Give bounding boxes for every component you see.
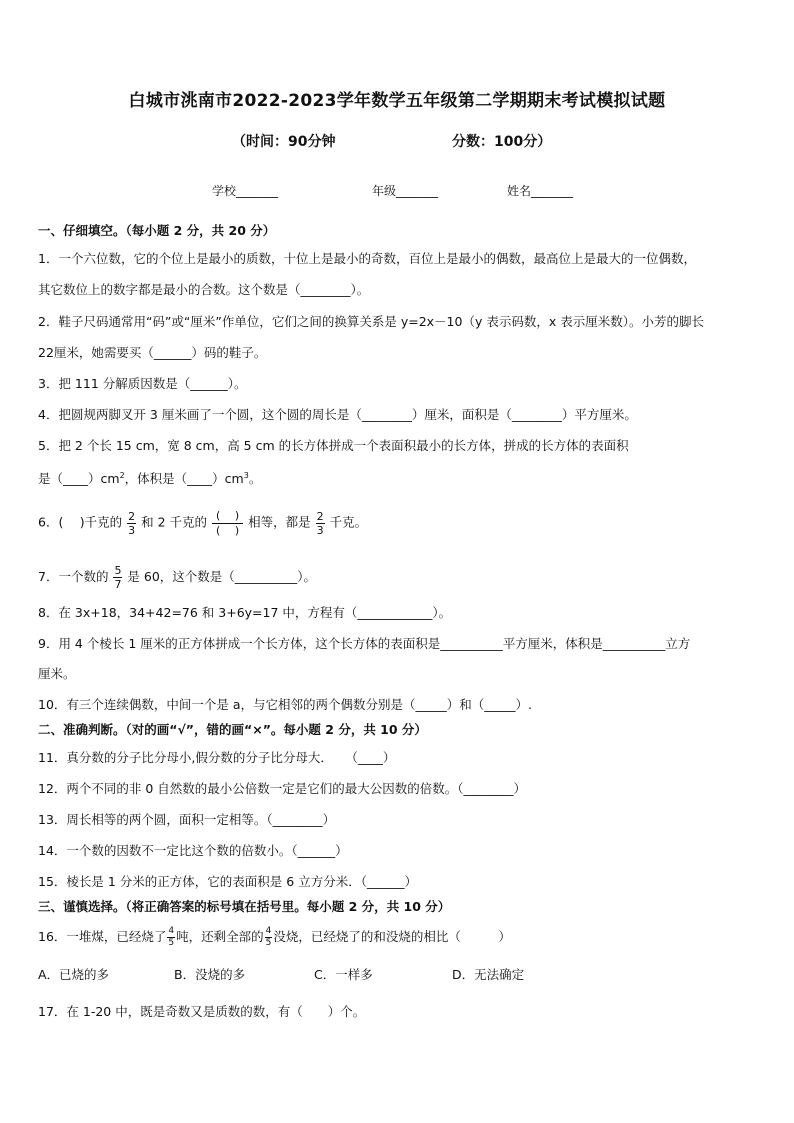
question-5-line-2 [38,467,261,488]
question-10: 10．有三个连续偶数，中间一个是 a，与它相邻的两个偶数分别是（_____）和（_____）. [38,697,533,712]
fraction-denominator: 5 [168,938,175,948]
fraction-four-fifths [265,927,273,948]
question-14: 14．一个数的因数不一定比这个数的倍数小。（______） [38,843,348,858]
fraction-denominator: 7 [114,578,122,591]
question-8: 8．在 3x+18，34+42=76 和 3+6y=17 中，方程有（____________）。 [38,605,452,620]
question-16-text-a: 16．一堆煤，已经烧了 [38,929,167,944]
fraction-two-thirds [316,511,325,536]
question-9-line-1: 9．用 4 个棱长 1 厘米的正方体拼成一个长方体，这个长方体的表面积是__________平方厘米，体积是__________立方 [38,636,691,651]
question-6 [38,510,367,536]
fraction-five-sevenths [113,565,122,590]
fraction-numerator: 2 [316,509,324,523]
question-6-text-d: 千克。 [329,514,368,530]
fraction-numerator: 4 [168,926,175,936]
question-7-text-b: 是 60，这个数是（__________）。 [127,569,317,584]
name-field: 姓名_______ [507,184,574,198]
question-3: 3．把 111 分解质因数是（______）。 [38,376,247,391]
question-5-text-a: 是（____）cm [38,471,120,487]
fraction-two-thirds [127,511,136,536]
fraction-numerator: 4 [265,926,272,936]
question-5-line-1: 5．把 2 个长 15 cm，宽 8 cm，高 5 cm 的长方体拼成一个表面积最小的长方体，拼成的长方体的表面积 [38,438,629,453]
question-2-line-1: 2．鞋子尺码通常用“码”或“厘米”作单位，它们之间的换算关系是 y=2x－10（y 表示码数，x 表示厘米数）。小芳的脚长 [38,314,704,329]
question-6-text-c: 相等，都是 [248,514,311,530]
section-1-title: 一、仔细填空。（每小题 2 分，共 20 分） [38,223,276,238]
fraction-numerator: 5 [114,564,122,577]
fraction-blank [212,510,243,536]
exam-score: 分数：100分） [452,134,552,150]
question-16 [38,927,511,948]
question-6-text-b: 和 2 千克的 [141,514,208,530]
squared-mark: 2 [119,471,125,480]
question-17: 17．在 1-20 中，既是奇数又是质数的数，有（ ）个。 [38,1004,366,1019]
question-16-text-b: 吨，还剩全部的 [176,929,264,944]
school-field: 学校_______ [212,184,279,198]
section-3-title: 三、谨慎选择。（将正确答案的标号填在括号里。每小题 2 分，共 10 分） [38,899,451,914]
question-12: 12．两个不同的非 0 自然数的最小公倍数一定是它们的最大公因数的倍数。（________） [38,781,527,796]
question-5-text-c: 。 [248,471,262,487]
question-15: 15．棱长是 1 分米的正方体，它的表面积是 6 立方分米．（______） [38,874,417,889]
exam-time: （时间：90分钟 [232,134,336,150]
question-11: 11．真分数的分子比分母小,假分数的分子比分母大． （____） [38,750,396,765]
question-9-line-2: 厘米。 [38,666,76,681]
question-1-line-2: 其它数位上的数字都是最小的合数。这个数是（________）。 [38,282,370,297]
question-16-option-b: B．没烧的多 [174,967,246,982]
question-16-text-c: 没烧，已经烧了的和没烧的相比（ ） [273,929,511,944]
question-16-option-a: A．已烧的多 [38,967,110,982]
section-2-title: 二、准确判断。（对的画“√”，错的画“×”。每小题 2 分，共 10 分） [38,722,427,737]
page-title: 白城市洮南市2022-2023学年数学五年级第二学期期末考试模拟试题 [128,91,666,111]
question-4: 4．把圆规两脚叉开 3 厘米画了一个圆，这个圆的周长是（________）厘米，面积是（________）平方厘米。 [38,407,637,422]
fraction-denominator: 3 [316,523,324,537]
fraction-four-fifths [167,927,175,948]
question-2-line-2: 22厘米，她需要买（______）码的鞋子。 [38,345,267,360]
question-1-line-1: 1．一个六位数，它的个位上是最小的质数，十位上是最小的奇数，百位上是最小的偶数，最高位上是最大的一位偶数， [38,251,696,266]
fraction-denominator: 3 [128,523,136,537]
question-7 [38,565,316,590]
question-13: 13．周长相等的两个圆，面积一定相等。（________） [38,812,336,827]
fraction-numerator: 2 [128,509,136,523]
question-16-option-c: C．一样多 [314,967,373,982]
fraction-denominator: ( ) [216,524,240,537]
cubed-mark: 3 [243,471,249,480]
question-5-text-b: ，体积是（____）cm [124,471,244,487]
grade-field: 年级_______ [372,184,439,198]
question-6-text-a: 6．( )千克的 [38,514,123,530]
question-7-text-a: 7．一个数的 [38,569,109,584]
fraction-numerator: ( ) [212,510,243,524]
question-16-option-d: D．无法确定 [452,967,525,982]
fraction-denominator: 5 [265,938,272,948]
